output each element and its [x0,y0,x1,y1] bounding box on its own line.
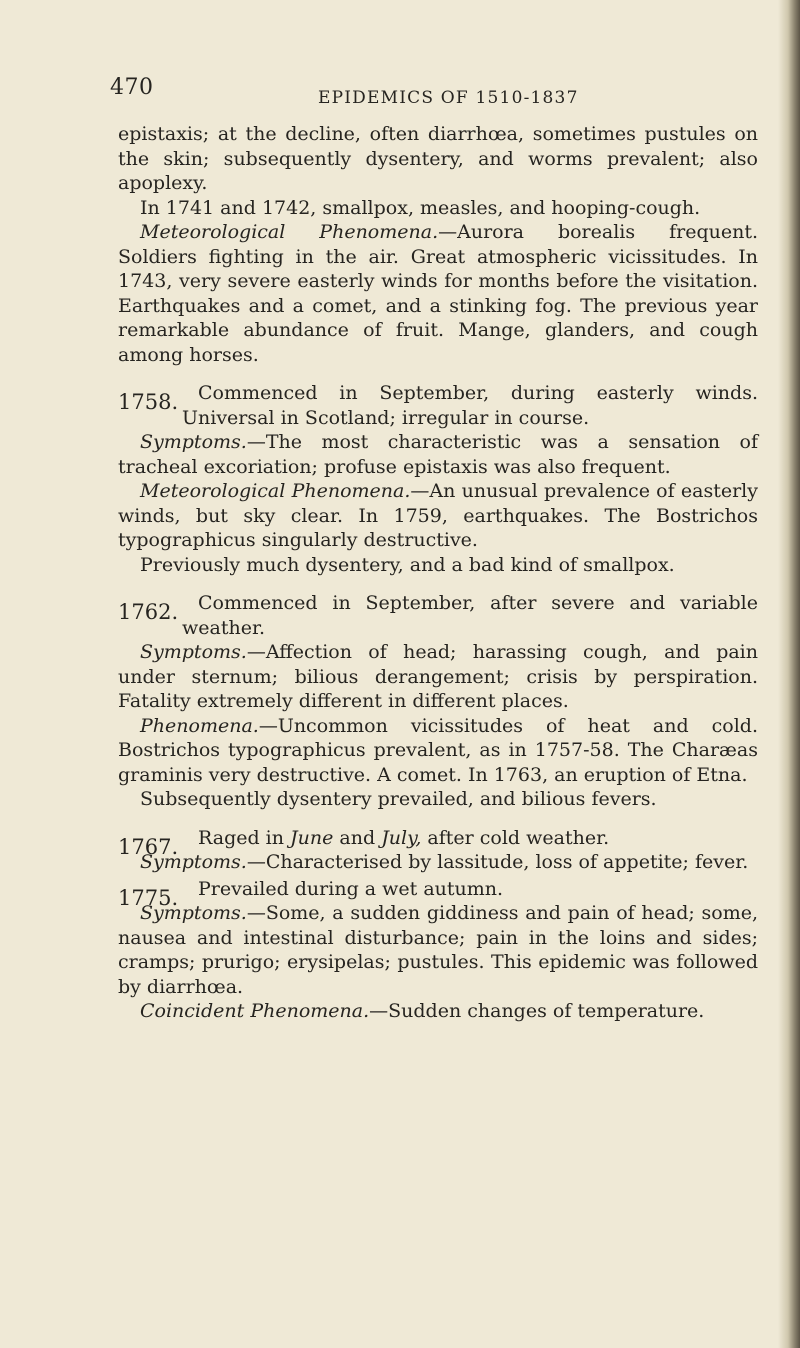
year-label: 1767. [118,834,179,859]
phenomena-label: Phenomena. [140,714,259,737]
body-text [118,122,758,1024]
meteorological-label: Meteorological Phenomena. [140,221,439,243]
symptoms-text: —Characterised by lassitude, loss of appetite; fever. [246,851,749,873]
section-1775 [118,877,758,1024]
heading-text: Raged in [198,826,291,849]
heading-text: and [333,826,382,849]
symptoms-label: Symptoms. [140,851,247,873]
section-heading [118,826,758,851]
symptoms-label: Symptoms. [140,641,247,663]
section-1762 [118,591,758,812]
symptoms-text: —Some, a sudden giddiness and pain of head; some, nausea and intestinal disturbance; pain in the loins and sides; cramps; prurigo; erysipelas; pustules. This epidemic was followed by diarrhœa. [118,902,758,998]
section-heading: Commenced in September, after severe and variable weather. [182,592,758,639]
paragraph-meteorological [118,220,758,367]
year-label: 1775. [118,885,179,910]
coincident-paragraph [118,999,758,1024]
phenomena-paragraph [118,479,758,553]
page-number: 470 [110,75,154,100]
heading-text: after cold weather. [421,826,610,849]
extra-paragraph: Subsequently dysentery prevailed, and bilious fevers. [140,788,657,810]
symptoms-paragraph [118,850,758,875]
book-spine-shadow [778,0,800,1348]
section-heading: Prevailed during a wet autumn. [198,877,504,900]
coincident-label: Coincident Phenomena. [140,1000,370,1022]
paragraph-continuation: epistaxis; at the decline, often diarrhœa, sometimes pustules on the skin; subsequently dysentery, and worms prevalent; also apoplexy. [118,123,758,194]
symptoms-label: Symptoms. [140,431,247,453]
coincident-text: —Sudden changes of temperature. [369,1000,705,1022]
section-1767 [118,826,758,875]
heading-month-july: July, [381,826,422,849]
heading-month-june: June [290,826,334,849]
paragraph-1741: In 1741 and 1742, smallpox, measles, and hooping-cough. [140,196,701,219]
year-label: 1758. [118,390,179,414]
running-title: EPIDEMICS OF 1510-1837 [318,88,579,108]
year-label: 1762. [118,600,179,624]
symptoms-paragraph [118,640,758,714]
section-1758 [118,381,758,577]
symptoms-text: —Affection of head; harassing cough, and pain under sternum; bilious derangement; crisis by perspiration. Fatality extremely different in different places. [118,641,758,712]
phenomena-text: —Uncommon vicissitudes of heat and cold. Bostrichos typographicus prevalent, as in 1757-58. The Charæas graminis very destructive. A comet. In 1763, an eruption of Etna. [118,714,758,786]
phenomena-text: —An unusual prevalence of easterly winds, but sky clear. In 1759, earthquakes. The Bostrichos typographicus singularly destructive. [118,480,758,551]
extra-paragraph: Previously much dysentery, and a bad kind of smallpox. [140,553,675,576]
meteorological-text: —Aurora borealis frequent. Soldiers fighting in the air. Great atmospheric vicissitudes. In 1743, very severe easterly winds for months before the visitation. Earthquakes and a comet, and a stinking fog. The previous year remarkable abundance of fruit. Mange, glanders, and cough among horses. [118,221,758,366]
symptoms-paragraph [118,901,758,999]
phenomena-label: Meteorological Phenomena. [140,480,411,502]
symptoms-label: Symptoms. [140,902,247,924]
symptoms-paragraph [118,430,758,479]
phenomena-paragraph [118,714,758,788]
section-heading: Commenced in September, during easterly winds. Universal in Scotland; irregular in course. [182,382,758,429]
symptoms-text: —The most characteristic was a sensation of tracheal excoriation; profuse epistaxis was also frequent. [118,431,758,478]
